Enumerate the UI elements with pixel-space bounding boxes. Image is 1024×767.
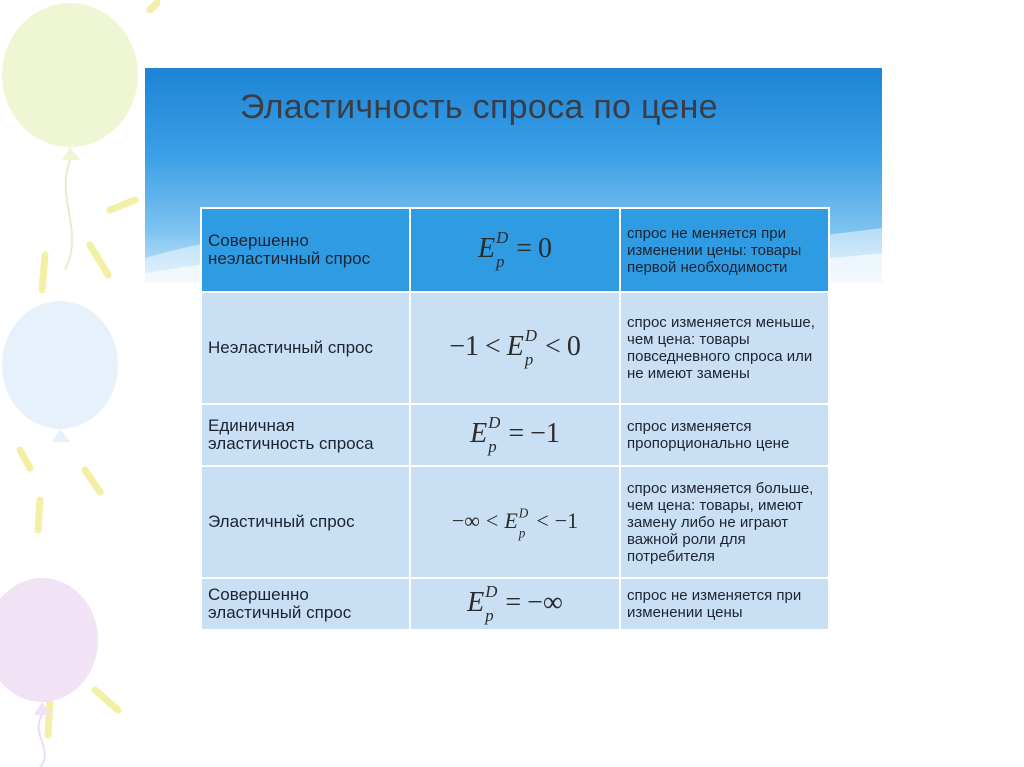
formula-variable: E — [467, 586, 485, 618]
formula — [477, 227, 553, 272]
elasticity-type: Неэластичный спрос — [201, 292, 410, 404]
formula-subscript: p — [485, 606, 494, 626]
green-balloon — [2, 3, 138, 147]
elasticity-description: спрос изменяется пропорционально цене — [620, 404, 829, 466]
formula-variable: E — [504, 507, 518, 533]
formula — [470, 412, 560, 457]
formula-right-relation: = — [505, 586, 522, 618]
formula-rhs: −1 — [530, 417, 560, 449]
formula-rhs: −∞ — [527, 586, 563, 618]
formula-superscript: D — [488, 412, 501, 432]
formula-cell — [410, 578, 620, 630]
formula-right-relation: = — [516, 232, 533, 264]
formula-left-relation: < — [485, 507, 499, 533]
formula-variable: E — [470, 417, 488, 449]
formula-cell — [410, 404, 620, 466]
elasticity-type: Совершенно неэластичный спрос — [201, 208, 410, 292]
formula-lhs: −∞ — [451, 507, 480, 533]
table-row — [201, 578, 829, 630]
formula — [467, 581, 563, 626]
formula-variable: E — [477, 232, 496, 264]
elasticity-description: спрос изменяется меньше, чем цена: товары повседневного спроса или не имеют замены — [620, 292, 829, 404]
slide — [145, 68, 882, 638]
formula-superscript: D — [524, 325, 538, 345]
formula-left-relation: < — [484, 330, 501, 362]
table-row — [201, 466, 829, 578]
blue-balloon — [2, 301, 118, 429]
formula-cell — [410, 292, 620, 404]
purple-balloon — [0, 578, 98, 702]
formula-subscript: p — [524, 350, 534, 370]
slide-title: Эластичность спроса по цене — [240, 88, 718, 126]
elasticity-type: Эластичный спрос — [201, 466, 410, 578]
formula-right-relation: = — [508, 417, 525, 449]
table-row — [201, 404, 829, 466]
formula-variable: E — [506, 330, 524, 362]
formula — [449, 325, 581, 370]
formula-subscript: p — [496, 252, 505, 272]
formula-rhs: −1 — [554, 507, 579, 533]
elasticity-description: спрос изменяется больше, чем цена: товары, имеют замену либо не играют важной роли для потребителя — [620, 466, 829, 578]
table-row — [201, 292, 829, 404]
elasticity-type: Единичная эластичность спроса — [201, 404, 410, 466]
formula-superscript: D — [485, 581, 498, 601]
formula-subscript: p — [488, 437, 497, 457]
formula-rhs: 0 — [566, 330, 581, 362]
formula-lhs: −1 — [449, 330, 479, 362]
formula-right-relation: < — [545, 330, 561, 362]
elasticity-description: спрос не меняется при изменении цены: товары первой необходимости — [620, 208, 829, 292]
formula — [451, 505, 579, 541]
formula-cell — [410, 208, 620, 292]
table-row — [201, 208, 829, 292]
formula-right-relation: < — [536, 507, 549, 533]
formula-subscript: p — [518, 525, 526, 541]
balloon-decoration — [0, 0, 160, 767]
formula-superscript: D — [496, 227, 509, 247]
formula-rhs: 0 — [538, 232, 553, 264]
elasticity-table — [200, 207, 830, 631]
elasticity-description: спрос не изменяется при изменении цены — [620, 578, 829, 630]
formula-superscript: D — [518, 505, 529, 521]
formula-cell — [410, 466, 620, 578]
elasticity-type: Совершенно эластичный спрос — [201, 578, 410, 630]
